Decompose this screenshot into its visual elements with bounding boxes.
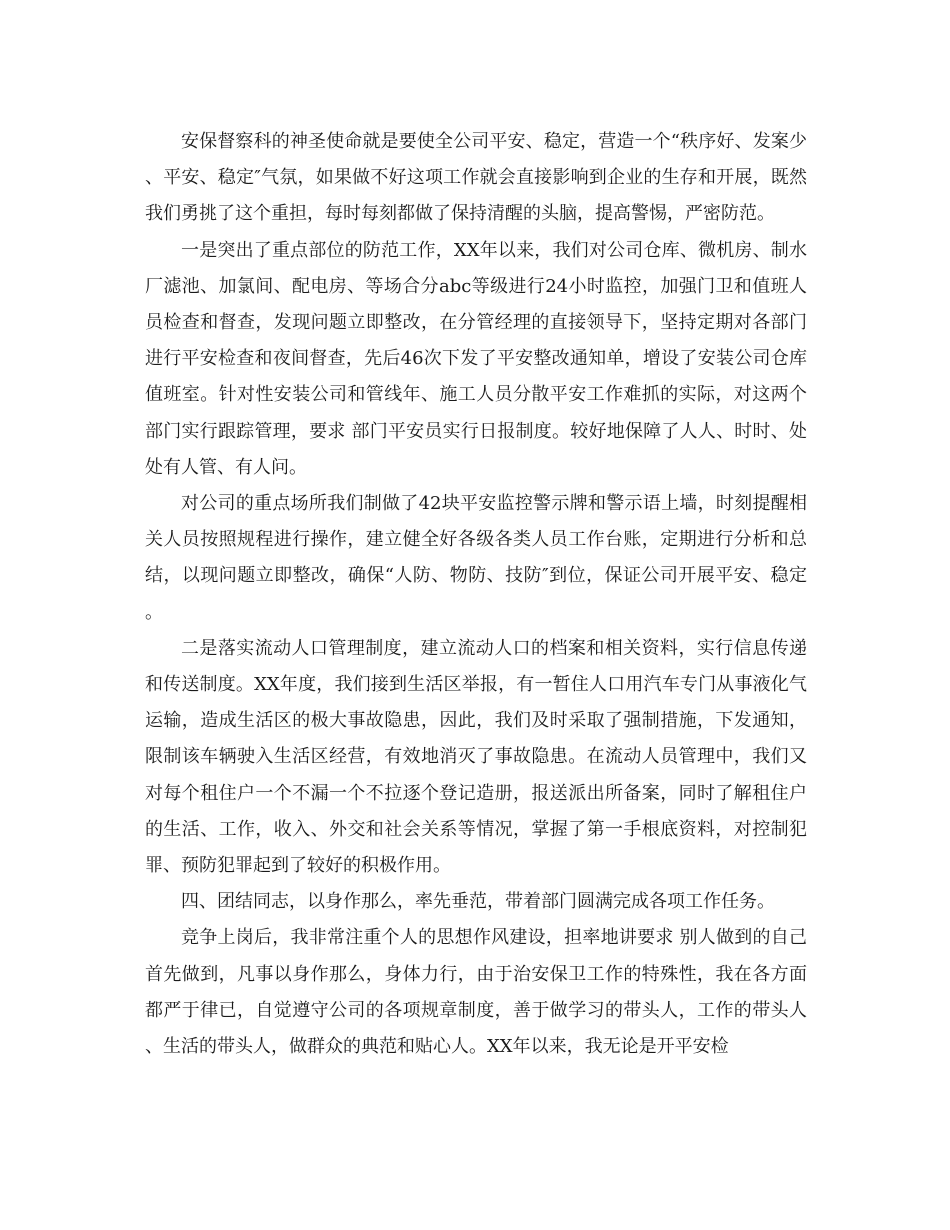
paragraph-warning-signs: 对公司的重点场所我们制做了42块平安监控警示牌和警示语上墙，时刻提醒相关人员按照规程进行操作，建立健全好各级各类人员工作台账，定期进行分析和总结，以现问题立即整改，确保“人防、物防、技防″到位，保证公司开展平安、稳定。 — [145, 493, 807, 623]
document-body — [145, 124, 807, 1065]
paragraph-key-areas: 一是突出了重点部位的防范工作，XX年以来，我们对公司仓库、微机房、制水厂滤池、加氯间、配电房、等场合分abc等级进行24小时监控，加强门卫和值班人员检查和督查，发现问题立即整改，在分管经理的直接领导下，坚持定期对各部门进行平安检查和夜间督查，先后46次下发了平安整改通知单，增设了安装公司仓库值班室。针对性安装公司和管线年、施工人员分散平安工作难抓的实际，对这两个部门实行跟踪管理，要求 部门平安员实行日报制度。较好地保障了人人、时时、处处有人管、有人问。 — [145, 239, 807, 478]
paragraph-mission: 安保督察科的神圣使命就是要使全公司平安、稳定，营造一个“秩序好、发案少、平安、稳定″气氛，如果做不好这项工作就会直接影响到企业的生存和开展，既然我们勇挑了这个重担，每时每刻都做了保持清醒的头脑，提高警惕，严密防范。 — [145, 131, 807, 225]
paragraph-self-discipline: 竞争上岗后，我非常注重个人的思想作风建设，担率地讲要求 别人做到的自己首先做到，凡事以身作那么，身体力行，由于治安保卫工作的特殊性，我在各方面都严于律已，自觉遵守公司的各项规章制度，善于做学习的带头人，工作的带头人、生活的带头人，做群众的典范和贴心人。XX年以来，我无论是开平安检 — [145, 927, 807, 1058]
paragraph-heading-unity: 四、团结同志，以身作那么，率先垂范，带着部门圆满完成各项工作任务。 — [181, 891, 775, 913]
paragraph-floating-population: 二是落实流动人口管理制度，建立流动人口的档案和相关资料，实行信息传递和传送制度。XX年度，我们接到生活区举报，有一暂住人口用汽车专门从事液化气运输，造成生活区的极大事故隐患，因此，我们及时采取了强制措施，下发通知，限制该车辆驶入生活区经营，有效地消灭了事故隐患。在流动人员管理中，我们又对每个租住户一个不漏一个不拉逐个登记造册，报送派出所备案，同时了解租住户的生活、工作，收入、外交和社会关系等情况，掌握了第一手根底资料，对控制犯罪、预防犯罪起到了较好的积极作用。 — [145, 637, 807, 877]
